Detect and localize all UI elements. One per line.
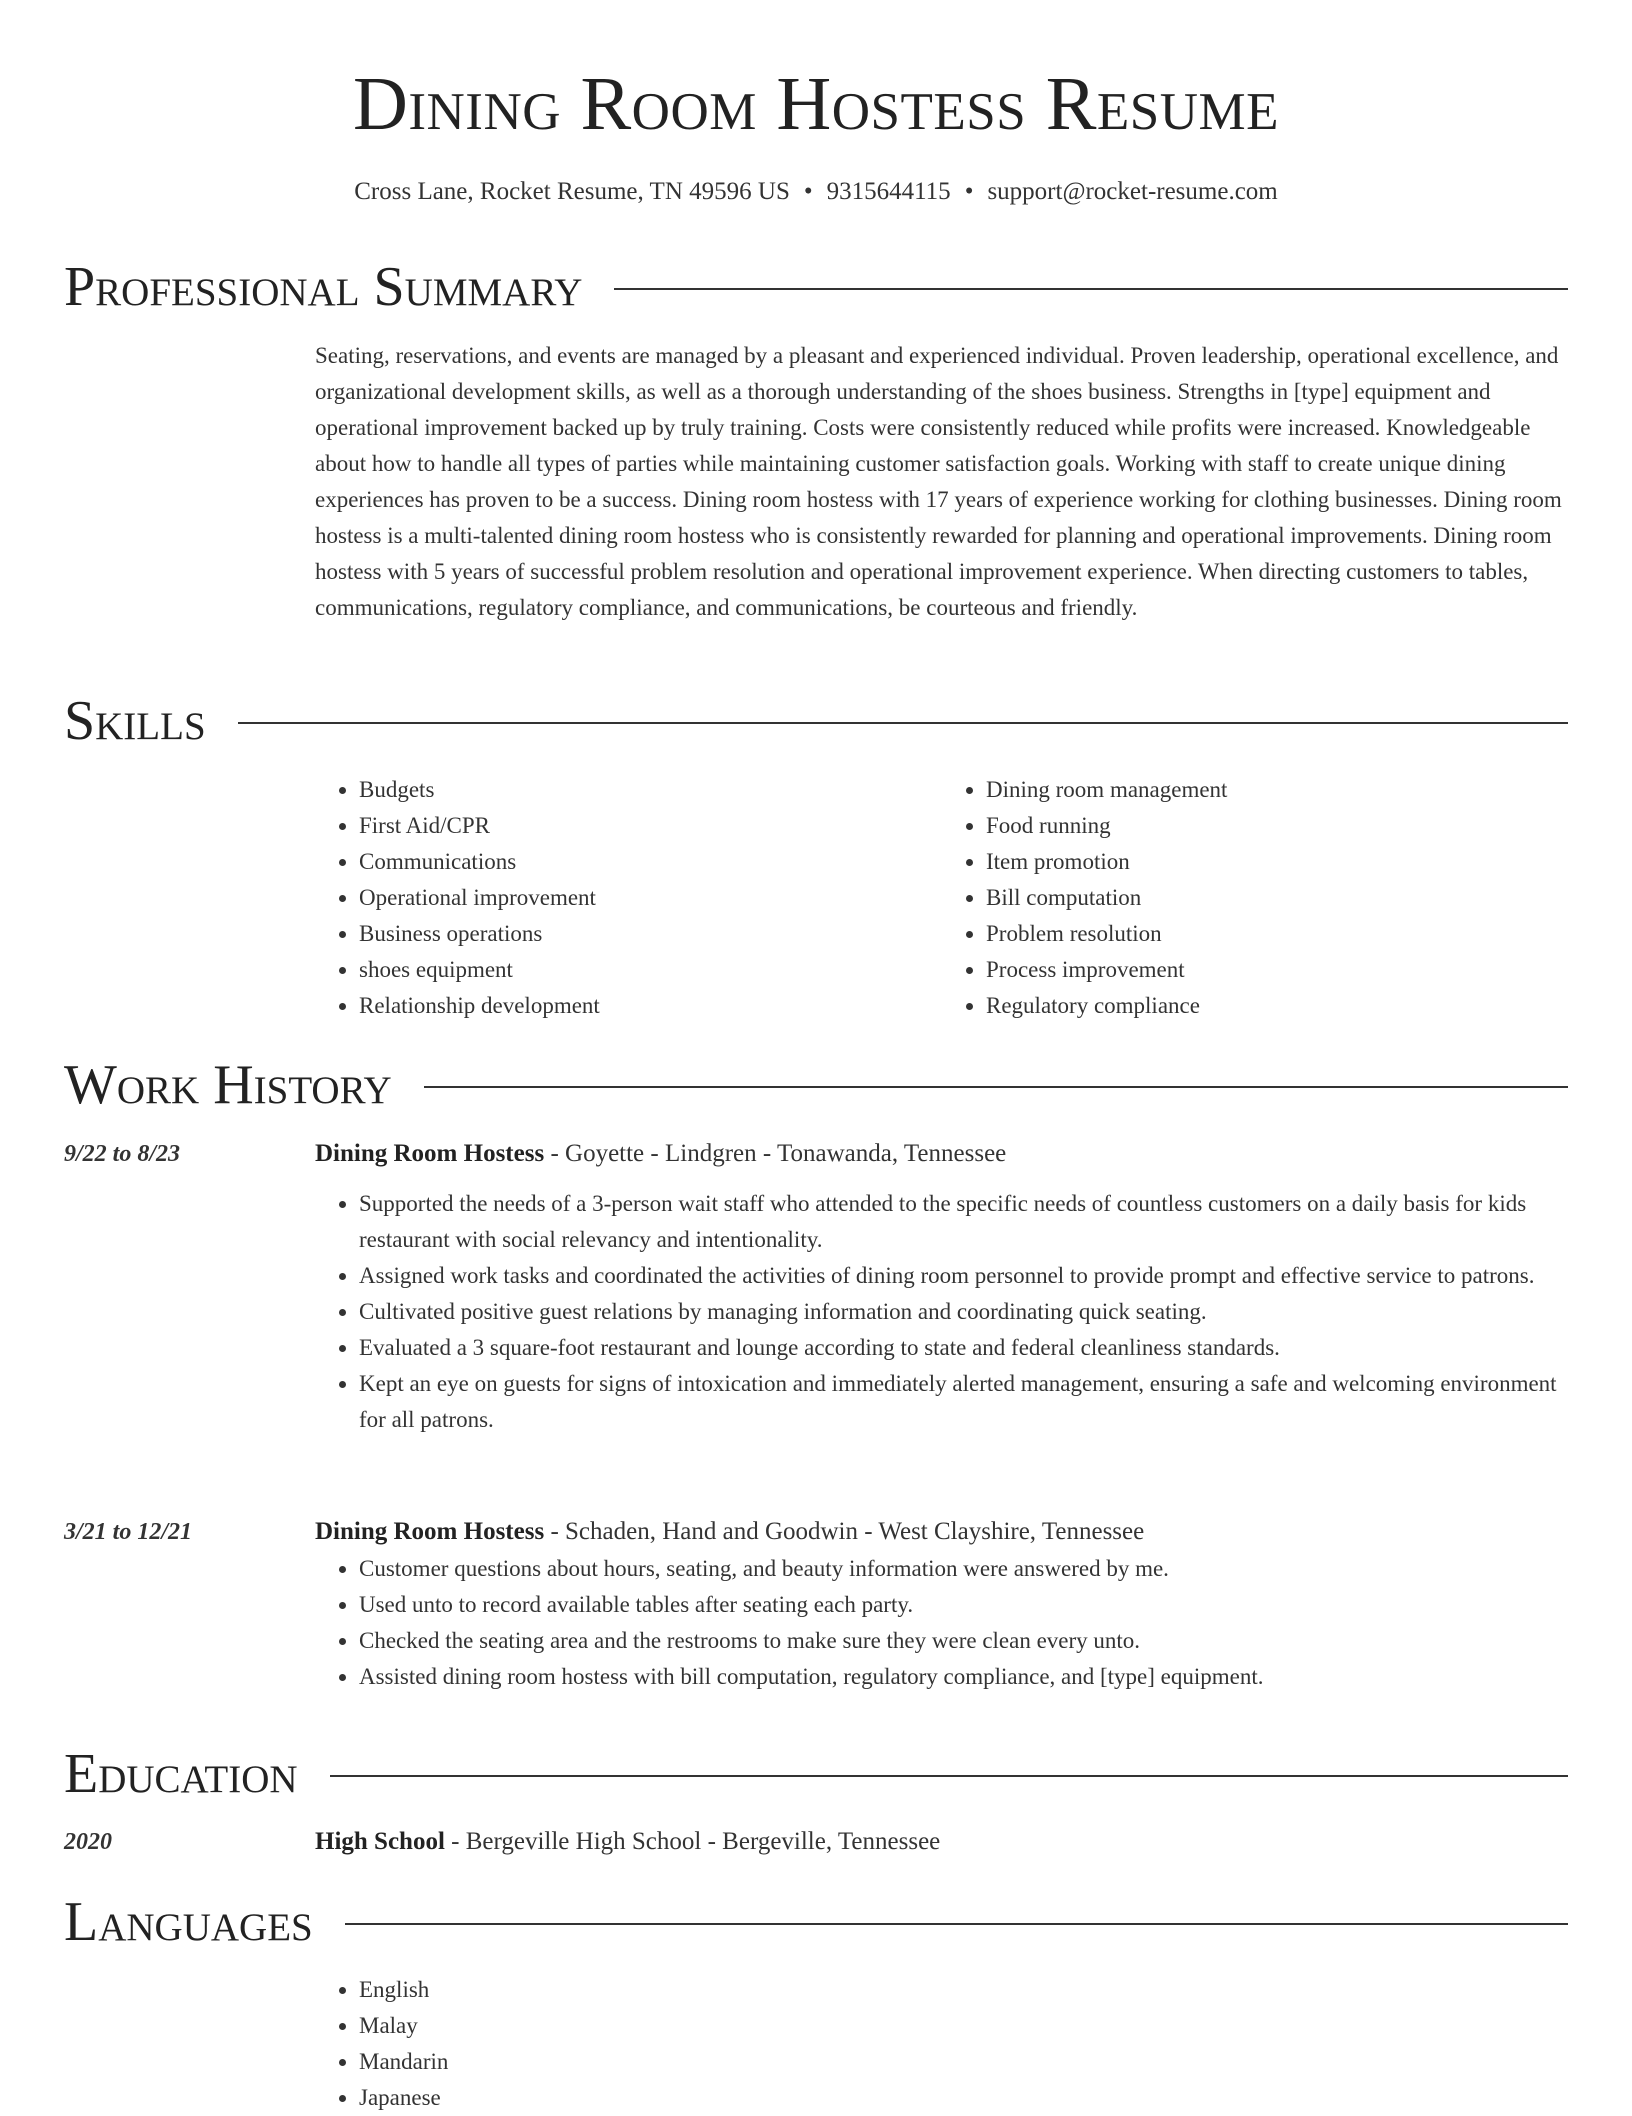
education-line <box>315 1826 1569 1858</box>
job-bullet: • Checked the seating area and the restrooms to make sure they were clean every unto. <box>359 1623 1569 1659</box>
skill-item: • Operational improvement <box>359 880 942 916</box>
education-details: - Bergeville High School - Bergeville, Tennessee <box>444 1828 941 1855</box>
section-divider <box>238 722 1568 724</box>
job-details: - Schaden, Hand and Goodwin - West Clayshire, Tennessee <box>544 1518 1145 1545</box>
resume-title: Dining Room Hostess Resume <box>352 62 1280 146</box>
skill-item: • Regulatory compliance <box>986 988 1569 1024</box>
skill-item: • shoes equipment <box>359 952 942 988</box>
languages-heading: Languages <box>64 1891 313 1953</box>
contact-line <box>0 176 1632 208</box>
skills-column-left <box>315 772 942 1024</box>
language-item: • Malay <box>359 2008 1569 2044</box>
job-dates: 3/21 to 12/21 <box>64 1519 193 1545</box>
skills-column-right <box>942 772 1569 1024</box>
contact-separator: • <box>803 178 813 205</box>
job-bullet: • Cultivated positive guest relations by managing information and coordinating quick seating. <box>359 1294 1569 1330</box>
skills-heading: Skills <box>64 690 206 752</box>
skills-section-heading <box>64 689 1568 753</box>
job-bullet: • Assisted dining room hostess with bill computation, regulatory compliance, and [type] equipment. <box>359 1659 1569 1695</box>
job-title: Dining Room Hostess <box>315 1518 545 1545</box>
skill-item: • Food running <box>986 808 1569 844</box>
contact-phone: 9315644115 <box>826 178 951 205</box>
work-section-heading <box>64 1053 1568 1117</box>
contact-separator: • <box>964 178 974 205</box>
section-divider <box>330 1775 1568 1777</box>
summary-heading: Professional Summary <box>64 256 583 318</box>
job-title-line <box>315 1516 1569 1548</box>
job-dates: 9/22 to 8/23 <box>64 1141 181 1167</box>
work-heading: Work History <box>64 1054 392 1116</box>
job-title-line <box>315 1138 1569 1170</box>
summary-body <box>315 338 1569 626</box>
language-item: • English <box>359 1972 1569 2008</box>
education-heading: Education <box>64 1743 298 1805</box>
education-year: 2020 <box>64 1829 112 1855</box>
languages-section-heading <box>64 1890 1568 1954</box>
skill-item: • Relationship development <box>359 988 942 1024</box>
summary-section-heading <box>64 255 1568 319</box>
job-bullet: • Assigned work tasks and coordinated the activities of dining room personnel to provide prompt and effective service to patrons. <box>359 1258 1569 1294</box>
job-entry <box>315 1516 1569 1695</box>
skills-list <box>315 772 1569 1024</box>
skill-item: • First Aid/CPR <box>359 808 942 844</box>
job-bullets <box>315 1186 1569 1438</box>
job-bullet: • Supported the needs of a 3-person wait staff who attended to the specific needs of countless customers on a daily basis for kids restaurant with social relevancy and intentionality. <box>359 1186 1569 1258</box>
job-bullet: • Used unto to record available tables after seating each party. <box>359 1587 1569 1623</box>
skill-item: • Budgets <box>359 772 942 808</box>
education-degree: High School <box>315 1828 445 1855</box>
job-bullet: • Kept an eye on guests for signs of intoxication and immediately alerted management, ensuring a safe and welcoming environment for all patrons. <box>359 1366 1569 1438</box>
skill-item: • Process improvement <box>986 952 1569 988</box>
job-details: - Goyette - Lindgren - Tonawanda, Tennessee <box>544 1140 1007 1167</box>
job-bullet: • Customer questions about hours, seating, and beauty information were answered by me. <box>359 1551 1569 1587</box>
language-item: • Mandarin <box>359 2044 1569 2080</box>
skill-item: • Business operations <box>359 916 942 952</box>
skill-item: • Problem resolution <box>986 916 1569 952</box>
job-title: Dining Room Hostess <box>315 1140 545 1167</box>
language-item: • Japanese <box>359 2080 1569 2116</box>
education-section-heading <box>64 1742 1568 1806</box>
languages-list <box>315 1972 1569 2116</box>
skill-item: • Item promotion <box>986 844 1569 880</box>
languages-bullets <box>315 1972 1569 2116</box>
summary-text: Seating, reservations, and events are managed by a pleasant and experienced individual. Proven leadership, operational excellence, and organizational development skills, as well as a thorough understanding of the shoes business. Strengths in [type] equipment and operational improvement backed up by truly training. Costs were consistently reduced while profits were increased. Knowledgeable about how to handle all types of parties while maintaining customer satisfaction goals. Working with staff to create unique dining experiences has proven to be a success. Dining room hostess with 17 years of experience working for clothing businesses. Dining room hostess is a multi-talented dining room hostess who is consistently rewarded for planning and operational improvements. Dining room hostess with 5 years of successful problem resolution and operational improvement experience. When directing customers to tables, communications, regulatory compliance, and communications, be courteous and friendly. <box>315 343 1562 620</box>
skill-item: • Bill computation <box>986 880 1569 916</box>
section-divider <box>345 1923 1568 1925</box>
contact-email: support@rocket-resume.com <box>987 178 1278 205</box>
education-entry <box>315 1826 1569 1858</box>
job-entry <box>315 1138 1569 1438</box>
skill-item: • Communications <box>359 844 942 880</box>
job-bullets <box>315 1551 1569 1695</box>
job-bullet: • Evaluated a 3 square-foot restaurant and lounge according to state and federal cleanliness standards. <box>359 1330 1569 1366</box>
contact-address: Cross Lane, Rocket Resume, TN 49596 US <box>354 178 790 205</box>
section-divider <box>424 1086 1568 1088</box>
skill-item: • Dining room management <box>986 772 1569 808</box>
section-divider <box>614 288 1568 290</box>
